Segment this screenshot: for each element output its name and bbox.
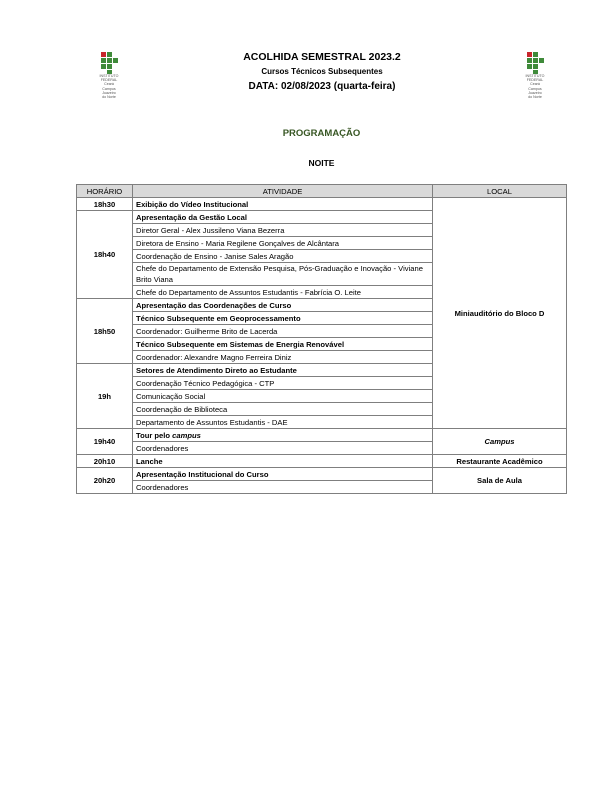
logo-line: INSTITUTO <box>525 74 545 78</box>
logo-line: do Norte <box>102 95 116 99</box>
time-cell: 18h40 <box>77 211 133 299</box>
location-cell: Sala de Aula <box>433 468 567 494</box>
location-cell: Campus <box>433 429 567 455</box>
logo-red-square <box>101 52 106 57</box>
logo-line: Juazeiro <box>102 91 116 95</box>
activity-cell: Lanche <box>133 455 433 468</box>
activity-cell-tour <box>133 429 433 442</box>
activity-cell: Técnico Subsequente em Geoprocessamento <box>133 312 433 325</box>
logo-mark-icon <box>518 52 552 74</box>
logo-line: FEDERAL <box>526 78 544 82</box>
time-cell: 18h30 <box>77 198 133 211</box>
logo-line: do Norte <box>528 95 542 99</box>
institute-logo-right <box>518 52 552 104</box>
table-header-row <box>77 185 567 198</box>
time-cell: 20h10 <box>77 455 133 468</box>
table-row <box>77 455 567 468</box>
time-cell: 19h40 <box>77 429 133 455</box>
logo-line: Campus <box>102 87 116 91</box>
activity-cell: Diretor Geral - Alex Jussileno Viana Bezerra <box>133 224 433 237</box>
header-activity: ATIVIDADE <box>133 185 433 198</box>
activity-cell: Coordenador: Alexandre Magno Ferreira Diniz <box>133 351 433 364</box>
activity-cell: Chefe do Departamento de Extensão Pesquisa, Pós-Graduação e Inovação - Viviane Brito Viana <box>133 263 433 286</box>
location-cell: Restaurante Acadêmico <box>433 455 567 468</box>
activity-cell: Coordenação Técnico Pedagógica - CTP <box>133 377 433 390</box>
activity-cell: Técnico Subsequente em Sistemas de Energia Renovável <box>133 338 433 351</box>
logo-line: FEDERAL <box>100 78 118 82</box>
table-row <box>77 198 567 211</box>
activity-cell: Comunicação Social <box>133 390 433 403</box>
activity-cell: Coordenadores <box>133 442 433 455</box>
activity-cell: Setores de Atendimento Direto ao Estudante <box>133 364 433 377</box>
logo-line: Ceará <box>530 82 540 86</box>
logo-line: Juazeiro <box>528 91 542 95</box>
section-title: PROGRAMAÇÃO <box>282 128 361 139</box>
tour-emphasis: campus <box>172 430 201 440</box>
activity-cell: Departamento de Assuntos Estudantis - DAE <box>133 416 433 429</box>
period-label: NOITE <box>308 158 335 168</box>
activity-cell: Apresentação da Gestão Local <box>133 211 433 224</box>
schedule-table <box>76 184 567 494</box>
activity-cell: Apresentação Institucional do Curso <box>133 468 433 481</box>
time-cell: 20h20 <box>77 468 133 494</box>
activity-cell: Coordenador: Guilherme Brito de Lacerda <box>133 325 433 338</box>
activity-cell: Coordenação de Biblioteca <box>133 403 433 416</box>
location-cell: Miniauditório do Bloco D <box>433 198 567 429</box>
table-row <box>77 429 567 442</box>
activity-cell: Apresentação das Coordenações de Curso <box>133 299 433 312</box>
document-subtitle: Cursos Técnicos Subsequentes <box>261 67 383 76</box>
activity-cell: Diretora de Ensino - Maria Regilene Gonçalves de Alcântara <box>133 237 433 250</box>
activity-cell: Chefe do Departamento de Assuntos Estudantis - Fabrícia O. Leite <box>133 286 433 299</box>
tour-prefix: Tour pelo <box>136 430 173 440</box>
table-row <box>77 468 567 481</box>
header-time: HORÁRIO <box>77 185 133 198</box>
document-title: ACOLHIDA SEMESTRAL 2023.2 <box>243 51 401 63</box>
institute-logo-left <box>92 52 126 104</box>
logo-line: Campus <box>528 87 542 91</box>
time-cell: 18h50 <box>77 299 133 364</box>
time-cell: 19h <box>77 364 133 429</box>
activity-cell: Coordenadores <box>133 481 433 494</box>
logo-line: Ceará <box>104 82 114 86</box>
activity-cell: Coordenação de Ensino - Janise Sales Aragão <box>133 250 433 263</box>
document-header <box>150 50 494 95</box>
header-location: LOCAL <box>433 185 567 198</box>
event-date: DATA: 02/08/2023 (quarta-feira) <box>248 81 396 92</box>
activity-cell: Exibição do Vídeo Institucional <box>133 198 433 211</box>
logo-mark-icon <box>92 52 126 74</box>
logo-line: INSTITUTO <box>99 74 119 78</box>
